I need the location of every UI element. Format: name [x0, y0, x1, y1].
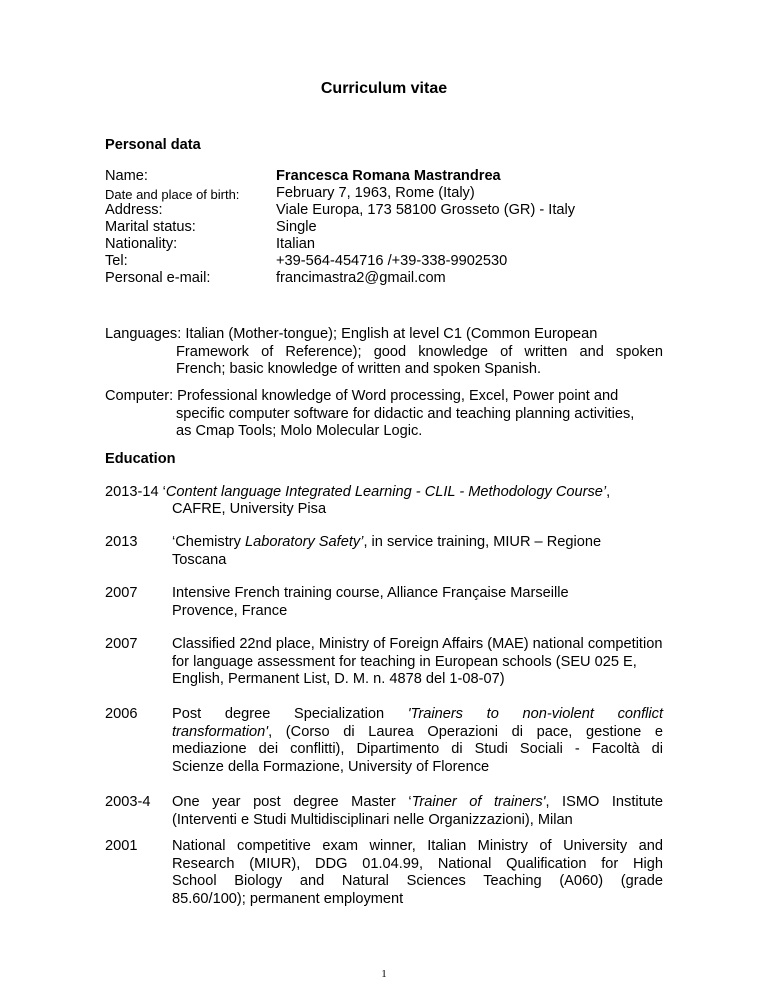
education-text: Toscana — [172, 551, 227, 568]
education-year: 2007 — [105, 585, 138, 601]
education-text: English, Permanent List, D. M. n. 4878 del 1-08-07) — [172, 671, 505, 687]
education-text: Provence, France — [172, 602, 288, 619]
education-text: CAFRE, University Pisa — [172, 501, 327, 517]
education-text: 85.60/100); permanent employment — [172, 890, 404, 907]
education-text: Scienze della Formazione, University of Florence — [172, 758, 490, 775]
education-text: National competitive exam winner, Italian Ministry of University and — [172, 838, 663, 854]
tel-value: +39-564-454716 /+39-338-9902530 — [276, 253, 508, 269]
personal-data-heading: Personal data — [105, 137, 201, 153]
education-text: , — [606, 484, 611, 500]
marital-status-label: Marital status: — [105, 219, 196, 235]
name-label: Name: — [105, 168, 148, 184]
education-text: School Biology and Natural Sciences Teaching (A060) (grade — [172, 873, 663, 889]
education-text: Research (MIUR), DDG 01.04.99, National Qualification for High — [172, 855, 663, 872]
name-value: Francesca Romana Mastrandrea — [276, 168, 501, 184]
education-text: Intensive French training course, Alliance Française Marseille — [172, 585, 569, 601]
education-year: 2007 — [105, 636, 138, 652]
nationality-value: Italian — [276, 236, 315, 252]
document-title: Curriculum vitae — [320, 80, 448, 97]
address-value: Viale Europa, 173 58100 Grosseto (GR) - Italy — [276, 202, 576, 218]
education-text: (Interventi e Studi Multidisciplinari nelle Organizzazioni), Milan — [172, 811, 573, 828]
education-heading: Education — [105, 451, 176, 467]
computer-line: Computer: Professional knowledge of Word processing, Excel, Power point and — [105, 388, 619, 404]
education-text: ‘Chemistry — [172, 534, 245, 550]
education-text: , in service training, MIUR – Regione — [363, 534, 602, 550]
languages-line: Framework of Reference); good knowledge of written and spoken — [176, 343, 663, 360]
course-title: Laboratory Safety’ — [244, 534, 364, 550]
education-year: 2001 — [105, 838, 138, 854]
nationality-label: Nationality: — [105, 236, 178, 252]
birth-value: February 7, 1963, Rome (Italy) — [276, 185, 475, 201]
education-year: 2013 — [105, 534, 138, 550]
education-year: 2013-14 — [105, 484, 159, 500]
tel-label: Tel: — [105, 253, 128, 269]
education-entry-2 — [172, 534, 663, 569]
course-title: Trainer of trainers' — [411, 794, 546, 810]
quote-mark: ‘ — [162, 484, 166, 500]
education-year: 2006 — [105, 706, 138, 722]
email-value: francimastra2@gmail.com — [276, 270, 446, 286]
education-text: Post degree Specialization — [172, 706, 408, 722]
course-title: Content language Integrated Learning - CLIL - Methodology Course’ — [165, 484, 607, 500]
education-year: 2003-4 — [105, 794, 151, 810]
course-title: transformation' — [172, 723, 269, 740]
languages-paragraph — [105, 326, 663, 379]
education-entry-5 — [172, 706, 663, 776]
education-entry-4 — [172, 636, 672, 689]
birth-label: Date and place of birth: — [105, 187, 240, 202]
education-text: Classified 22nd place, Ministry of Foreign Affairs (MAE) national competition — [172, 636, 663, 652]
education-entry-1 — [105, 484, 610, 502]
education-text: for language assessment for teaching in European schools (SEU 025 E, — [172, 653, 637, 670]
computer-line: as Cmap Tools; Molo Molecular Logic. — [176, 423, 423, 439]
marital-status-value: Single — [276, 219, 317, 235]
page-number: 1 — [381, 968, 387, 980]
address-label: Address: — [105, 202, 163, 218]
education-text: , (Corso di Laurea Operazioni di pace, gestione e — [268, 723, 663, 740]
languages-line: Languages: Italian (Mother-tongue); English at level C1 (Common European — [105, 326, 598, 342]
course-title: 'Trainers to non-violent conflict — [407, 706, 664, 722]
education-entry-6 — [172, 794, 663, 829]
education-text: One year post degree Master ‘ — [172, 794, 412, 810]
education-text: , ISMO Institute — [545, 794, 663, 810]
computer-paragraph — [105, 388, 663, 441]
education-text: mediazione dei conflitti), Dipartimento di Studi Sociali - Facoltà di — [172, 741, 663, 757]
education-entry-7 — [172, 838, 663, 908]
email-label: Personal e-mail: — [105, 270, 211, 286]
languages-line: French; basic knowledge of written and spoken Spanish. — [176, 361, 542, 377]
education-entry-3 — [172, 585, 663, 620]
computer-line: specific computer software for didactic and teaching planning activities, — [176, 405, 635, 422]
